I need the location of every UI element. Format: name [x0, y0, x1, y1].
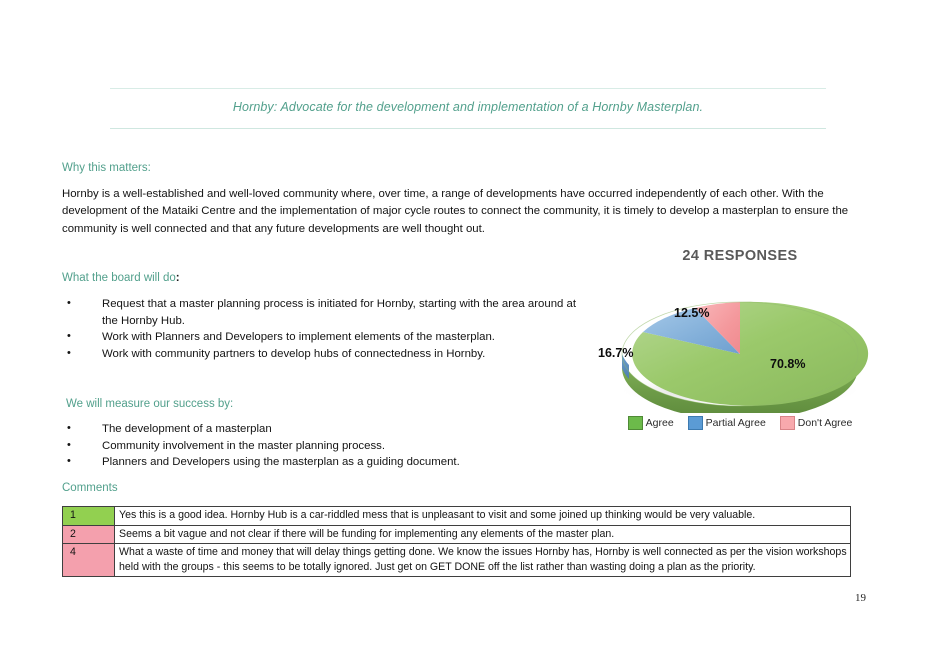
title-rule-top [110, 88, 826, 89]
section-heading-board-text: What the board will do [62, 272, 176, 284]
responses-pie-chart [598, 246, 882, 441]
legend-swatch-agree [628, 416, 643, 430]
section-heading-comments: Comments [62, 482, 118, 494]
legend-label-partial-agree: Partial Agree [705, 417, 766, 429]
legend-swatch-partial-agree [688, 416, 703, 430]
board-actions-list [62, 296, 582, 362]
legend-label-agree: Agree [645, 417, 674, 429]
comment-text: What a waste of time and money that will delay things getting done. We know the issues Hornby has, Hornby is well connected as per the vision workshops held with the groups - this seems to be totally ignored. Just get on GET DONE off the list rather than wasting doing a plan as the priority. [115, 544, 851, 577]
legend-item-partial-agree [688, 416, 766, 430]
title-rule-bottom [110, 128, 826, 129]
success-measures-list [62, 421, 582, 471]
list-item: • Work with Planners and Developers to implement elements of the masterplan. [62, 329, 582, 346]
comment-text: Yes this is a good idea. Hornby Hub is a car-riddled mess that is unpleasant to visit and some joined up thinking would be very valuable. [115, 507, 851, 526]
why-this-matters-paragraph: Hornby is a well-established and well-loved community where, over time, a range of developments have occurred independently of each other. With the development of the Mataiki Centre and the implementation of major cycle routes to connect the community, it is timely to develop a masterplan to ensure the community is well connected and that any future developments are well thought out. [62, 188, 849, 235]
page-title: Hornby: Advocate for the development and implementation of a Hornby Masterplan. [232, 100, 704, 114]
list-item: • Work with community partners to develop hubs of connectedness in Hornby. [62, 346, 582, 363]
pie-label-partial-agree: 16.7% [598, 346, 634, 360]
chart-title: 24 RESPONSES [682, 248, 798, 264]
comment-number: 1 [63, 507, 115, 526]
table-row [63, 507, 851, 526]
section-heading-why: Why this matters: [62, 162, 151, 174]
list-item: • Request that a master planning process is initiated for Hornby, starting with the area around at the Hornby Hub. [62, 296, 582, 329]
pie-label-dont-agree: 12.5% [674, 306, 710, 320]
list-item: • Community involvement in the master planning process. [62, 438, 582, 455]
section-heading-measure: We will measure our success by: [66, 398, 234, 410]
section-heading-board [62, 272, 180, 284]
pie-canvas [598, 268, 882, 413]
legend-label-dont-agree: Don't Agree [797, 417, 853, 429]
comment-number: 4 [63, 544, 115, 577]
legend-item-dont-agree [780, 416, 853, 430]
comments-table [62, 506, 851, 577]
comment-text: Seems a bit vague and not clear if there will be funding for implementing any elements of the master plan. [115, 525, 851, 544]
comment-number: 2 [63, 525, 115, 544]
legend-swatch-dont-agree [780, 416, 795, 430]
legend-item-agree [628, 416, 674, 430]
page-number: 19 [855, 592, 866, 604]
table-row [63, 544, 851, 577]
pie-label-agree: 70.8% [770, 357, 806, 371]
table-row [63, 525, 851, 544]
section-heading-board-colon: : [175, 272, 180, 284]
pie-svg [598, 268, 882, 413]
list-item: • Planners and Developers using the masterplan as a guiding document. [62, 454, 582, 471]
list-item: • The development of a masterplan [62, 421, 582, 438]
chart-legend [598, 416, 882, 430]
